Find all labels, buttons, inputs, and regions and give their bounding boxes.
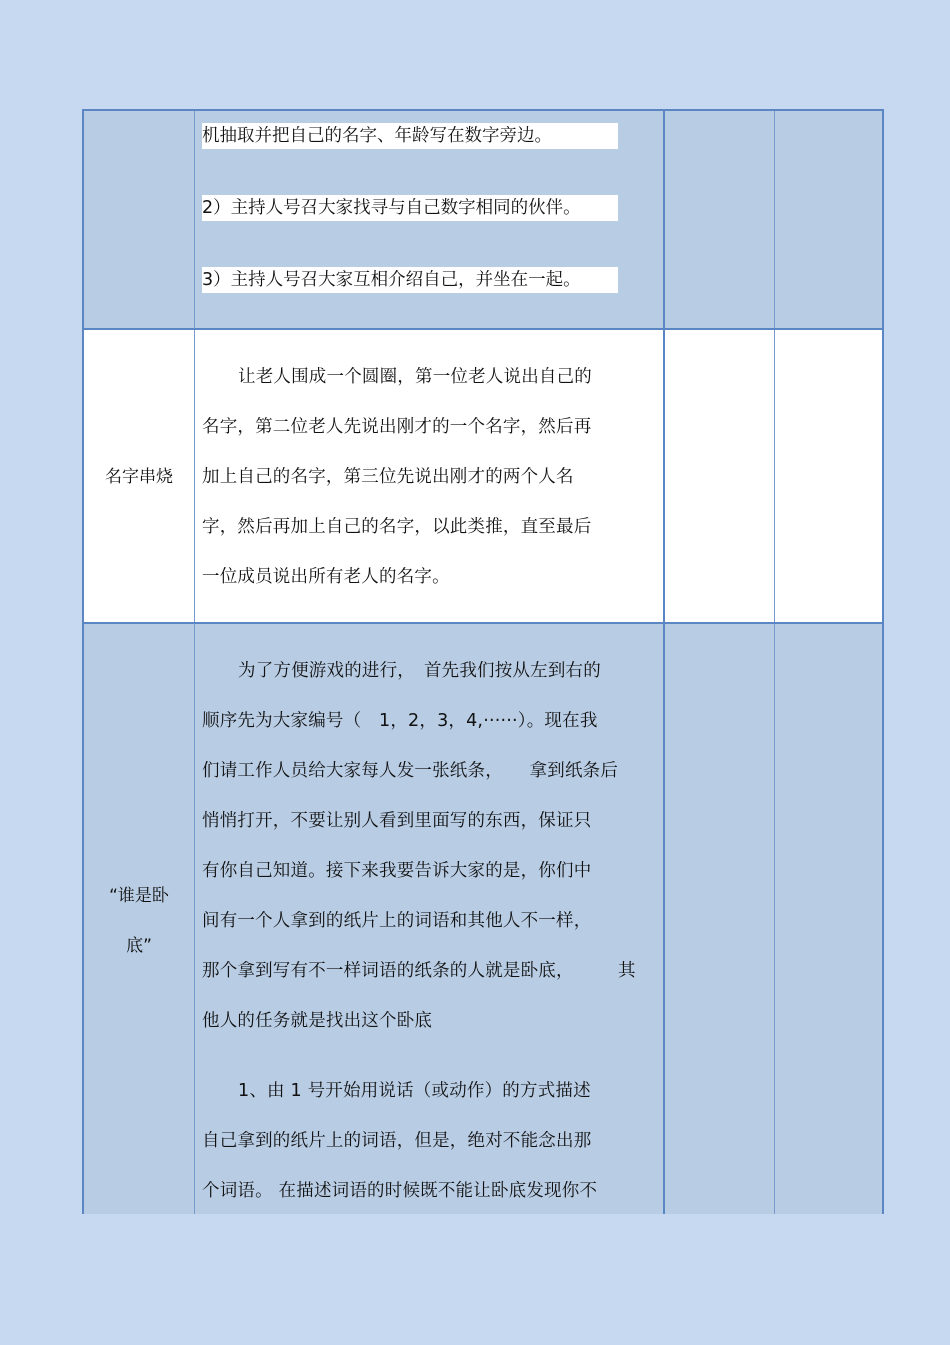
column-divider bbox=[774, 624, 775, 1214]
column-divider bbox=[774, 330, 775, 624]
content-line: 那个拿到写有不一样词语的纸条的人就是卧底， 其 bbox=[202, 961, 636, 981]
column-divider bbox=[663, 111, 665, 328]
content-line: 自己拿到的纸片上的词语，但是，绝对不能念出那 bbox=[202, 1131, 592, 1151]
activity-name bbox=[84, 871, 194, 971]
content-line: 顺序先为大家编号（ 1，2，3，4,······）。现在我 bbox=[202, 711, 598, 731]
content-line: 让老人围成一个圆圈，第一位老人说出自己的 bbox=[238, 367, 592, 387]
content-line: 2）主持人号召大家找寻与自己数字相同的伙伴。 bbox=[202, 195, 618, 221]
content-line: 有你自己知道。接下来我要告诉大家的是，你们中 bbox=[202, 861, 592, 881]
content-line: 悄悄打开，不要让别人看到里面写的东西，保证只 bbox=[202, 811, 592, 831]
column-divider bbox=[194, 624, 195, 1214]
column-divider bbox=[194, 111, 195, 328]
content-line: 一位成员说出所有老人的名字。 bbox=[202, 567, 450, 587]
column-divider bbox=[774, 111, 775, 328]
content-line: 1、由 1 号开始用说话（或动作）的方式描述 bbox=[238, 1081, 591, 1101]
content-line: 们请工作人员给大家每人发一张纸条， 拿到纸条后 bbox=[202, 761, 619, 781]
activity-name: 名字串烧 bbox=[105, 467, 173, 487]
content-line: 间有一个人拿到的纸片上的词语和其他人不一样， bbox=[202, 911, 592, 931]
column-divider bbox=[663, 330, 665, 624]
table-row bbox=[84, 328, 882, 624]
content-line: 个词语。 在描述词语的时候既不能让卧底发现你不 bbox=[202, 1181, 598, 1201]
spacer bbox=[202, 1046, 657, 1066]
table-row bbox=[84, 622, 882, 1214]
column-divider bbox=[194, 330, 195, 624]
column-divider bbox=[663, 624, 665, 1214]
content-line: 机抽取并把自己的名字、年龄写在数字旁边。 bbox=[202, 123, 618, 149]
activity-description bbox=[202, 352, 657, 602]
content-line: 加上自己的名字，第三位先说出刚才的两个人名 bbox=[202, 467, 574, 487]
content-line: 名字，第二位老人先说出刚才的一个名字，然后再 bbox=[202, 417, 592, 437]
table-row bbox=[84, 111, 882, 328]
content-line: 为了方便游戏的进行， 首先我们按从左到右的 bbox=[238, 661, 601, 681]
activity-name-line: “谁是卧 bbox=[109, 886, 169, 906]
content-line: 他人的任务就是找出这个卧底 bbox=[202, 1011, 433, 1031]
activity-table bbox=[82, 109, 884, 1214]
activity-description bbox=[202, 646, 657, 1216]
activity-name-line: 底” bbox=[126, 936, 152, 956]
content-line: 3）主持人号召大家互相介绍自己，并坐在一起。 bbox=[202, 267, 618, 293]
content-line: 字，然后再加上自己的名字，以此类推，直至最后 bbox=[202, 517, 592, 537]
